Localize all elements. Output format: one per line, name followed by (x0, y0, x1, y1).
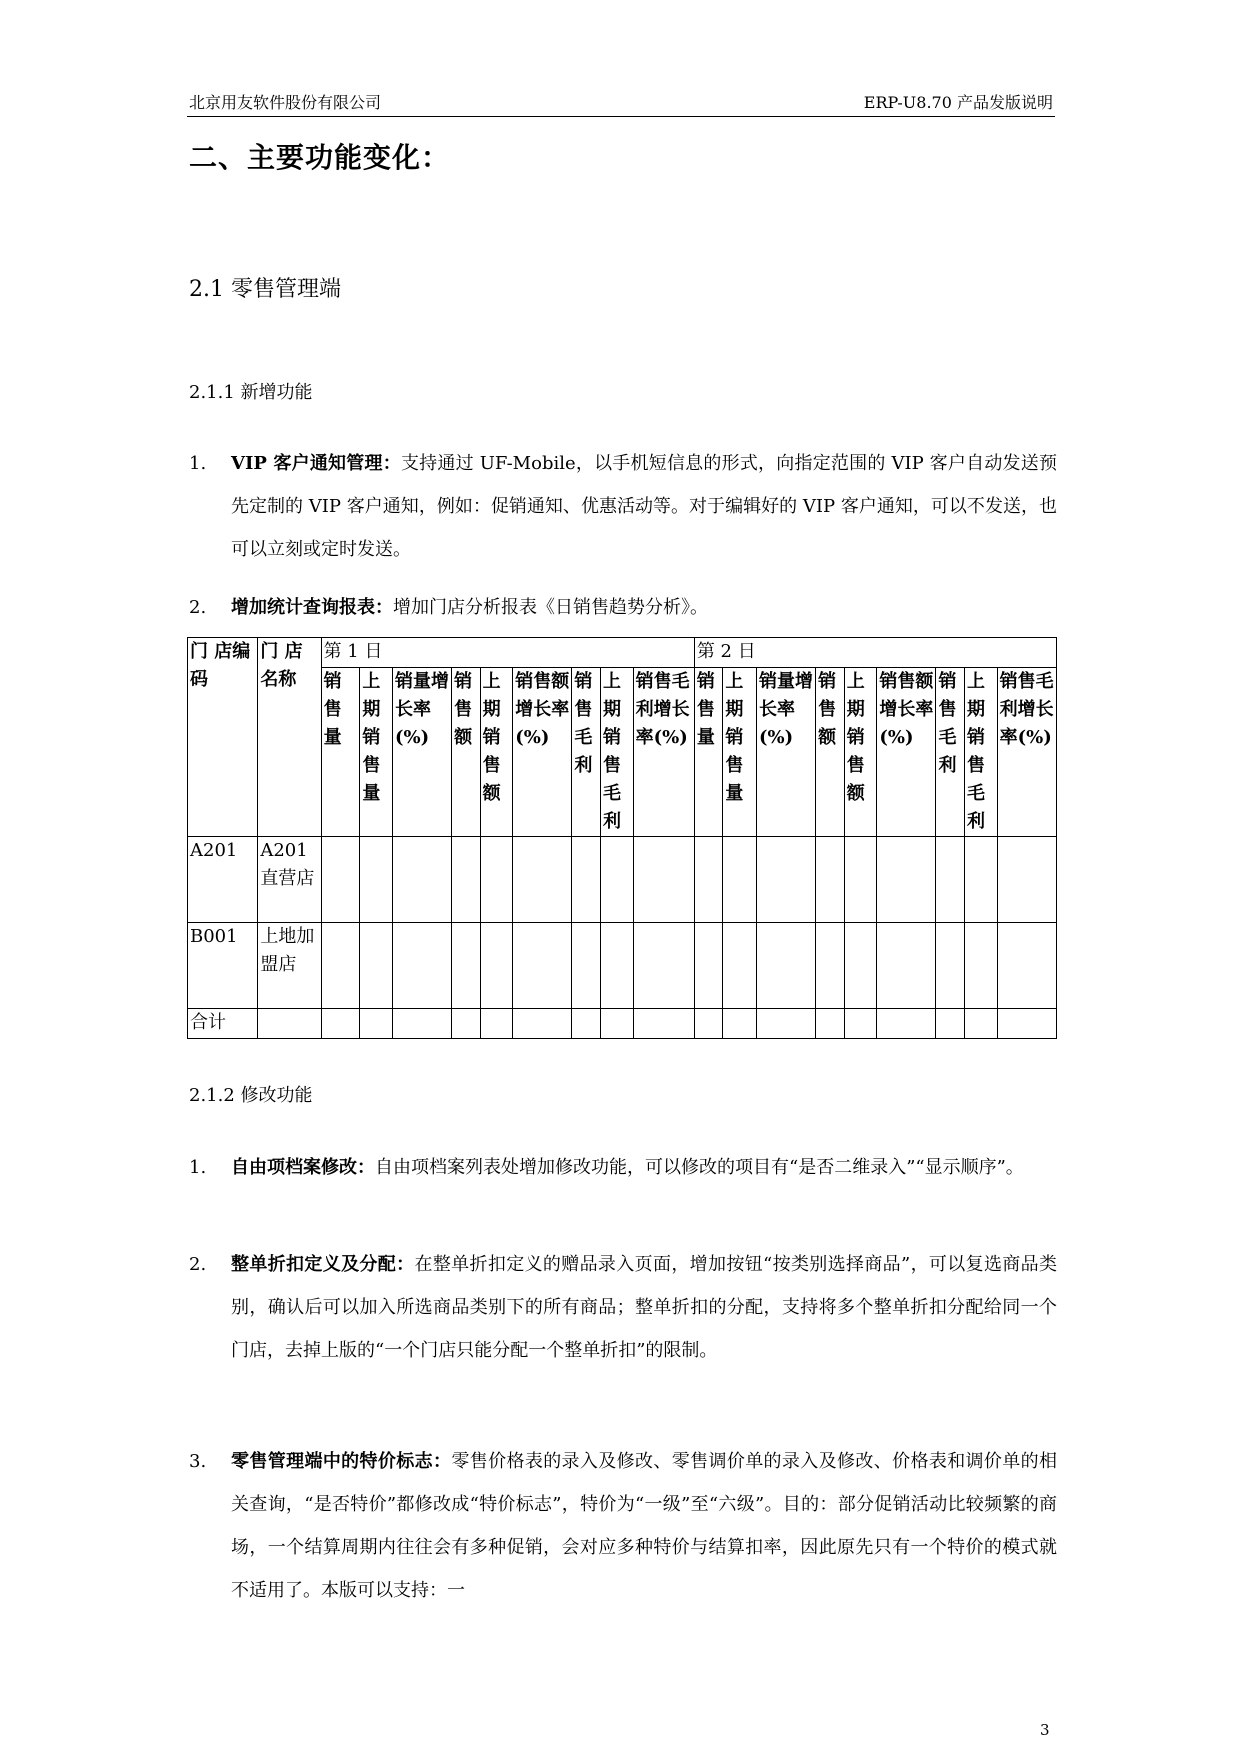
modified-features-title: 2.1.2 修改功能 (189, 1085, 313, 1106)
metric-header: 上期销售毛利 (600, 668, 633, 837)
header-company: 北京用友软件股份有限公司 (189, 93, 382, 112)
item-number: 2. (189, 597, 207, 618)
section-title: 二、主要功能变化： (189, 141, 451, 174)
new-feature-item-2 (189, 586, 1057, 629)
header-day-1: 第 1 日 (321, 638, 694, 668)
item-text: 增加门店分析报表《日销售趋势分析》。 (393, 597, 708, 618)
item-label: 自由项档案修改： (231, 1157, 375, 1178)
item-label: 整单折扣定义及分配： (231, 1254, 415, 1275)
table-row (188, 837, 1057, 923)
modified-feature-item-1 (189, 1146, 1057, 1189)
modified-feature-item-3 (189, 1440, 1057, 1612)
item-text: 在整单折扣定义的赠品录入页面，增加按钮“按类别选择商品”，可以复选商品类别，确认后可以加入所选商品类别下的所有商品；整单折扣的分配，支持将多个整单折扣分配给同一个门店，去掉上版的“一个门店只能分配一个整单折扣”的限制。 (231, 1254, 1057, 1361)
metric-header: 上期销售量 (723, 668, 757, 837)
metric-header: 销售额增长率(%) (513, 668, 572, 837)
cell-store-code: A201 (188, 837, 258, 923)
page-header (187, 88, 1055, 117)
metric-header: 销量增长率(%) (757, 668, 816, 837)
table-row (188, 923, 1057, 1009)
metric-header: 销售毛利 (936, 668, 965, 837)
modified-feature-item-2 (189, 1243, 1057, 1372)
item-number: 1. (189, 453, 207, 474)
cell-total-label: 合计 (188, 1009, 258, 1039)
new-feature-item-1 (189, 442, 1057, 571)
item-number: 2. (189, 1254, 207, 1275)
col-store-name: 门 店名称 (258, 638, 321, 837)
new-features-title: 2.1.1 新增功能 (189, 382, 313, 403)
table-row-total (188, 1009, 1057, 1039)
metric-header: 销售量 (321, 668, 360, 837)
metric-header: 上期销售量 (360, 668, 393, 837)
metric-header: 销售毛利 (572, 668, 601, 837)
metric-header: 上期销售额 (844, 668, 877, 837)
cell-store-code: B001 (188, 923, 258, 1009)
metric-header: 销售额 (452, 668, 481, 837)
item-label: 增加统计查询报表： (231, 597, 393, 618)
item-number: 3. (189, 1451, 207, 1472)
cell-store-name (258, 1009, 321, 1039)
cell-store-name: 上地加盟店 (258, 923, 321, 1009)
item-number: 1. (189, 1157, 207, 1178)
item-text: 自由项档案列表处增加修改功能，可以修改的项目有“是否二维录入”“显示顺序”。 (375, 1157, 1024, 1178)
col-store-code: 门 店编码 (188, 638, 258, 837)
metric-header: 销售额 (816, 668, 845, 837)
metric-header: 销售量 (694, 668, 723, 837)
metric-header: 销售额增长率(%) (877, 668, 936, 837)
daily-sales-trend-table (187, 637, 1057, 1039)
item-label: VIP 客户通知管理： (231, 453, 401, 474)
metric-header: 上期销售额 (480, 668, 513, 837)
cell-store-name: A201 直营店 (258, 837, 321, 923)
subsection-title: 2.1 零售管理端 (189, 277, 341, 302)
header-day-2: 第 2 日 (694, 638, 1056, 668)
item-text: 支持通过 UF-Mobile，以手机短信息的形式，向指定范围的 VIP 客户自动发送预先定制的 VIP 客户通知，例如：促销通知、优惠活动等。对于编辑好的 VIP 客户通知，可以不发送，也可以立刻或定时发送。 (231, 453, 1057, 560)
item-label: 零售管理端中的特价标志： (231, 1451, 452, 1472)
page-number: 3 (1040, 1721, 1050, 1739)
metric-header: 上期销售毛利 (965, 668, 998, 837)
metric-header: 销量增长率(%) (392, 668, 451, 837)
metric-header: 销售毛利增长率(%) (633, 668, 694, 837)
item-text: 零售价格表的录入及修改、零售调价单的录入及修改、价格表和调价单的相关查询，“是否特价”都修改成“特价标志”，特价为“一级”至“六级”。目的：部分促销活动比较频繁的商场，一个结算周期内往往会有多种促销，会对应多种特价与结算扣率，因此原先只有一个特价的模式就不适用了。本版可以支持：一 (231, 1451, 1058, 1601)
header-doc-title: ERP-U8.70 产品发版说明 (863, 93, 1053, 112)
metric-header: 销售毛利增长率(%) (997, 668, 1056, 837)
